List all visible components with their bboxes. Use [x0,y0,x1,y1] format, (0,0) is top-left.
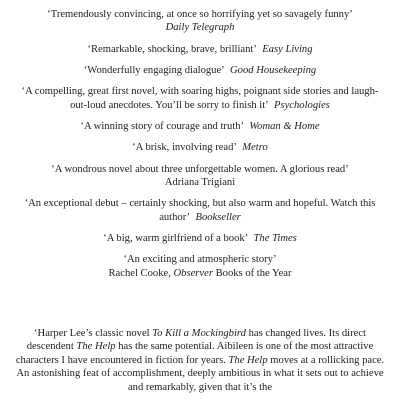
review-text: has changed lives. Its direct descendent [26,328,366,353]
book-title: The Help [76,341,116,353]
blurb-source: Woman & Home [249,120,320,132]
review-text: has the same potential. Aibileen is one of the most attractive characters I have encountered in fiction for years. [15,341,374,366]
long-review-paragraph [14,327,386,394]
blurb-quote: ‘Wonderfully engaging dialogue’ [83,64,225,76]
blurb [20,120,380,133]
blurb-quote: ‘An exciting and atmospheric story’ [123,254,277,266]
blurb-quote: ‘A big, warm girlfriend of a book’ [103,232,249,244]
review-blurbs [20,8,380,288]
blurb-quote: ‘An exceptional debut – certainly shocking, but also warm and hopeful. Watch this author’ [24,198,376,223]
review-text: moves at a rollicking pace. An astonishing feat of accomplishment, deeply ambitious in what it sets out to achieve and remarkably, given that it’s the [16,354,385,393]
blurb-source: Metro [242,142,268,154]
blurb-source: Easy Living [262,43,313,55]
blurb [20,141,380,154]
blurb [20,232,380,245]
blurb-quote: ‘A brisk, involving read’ [132,142,237,154]
book-title: The Help [228,354,268,366]
blurb-source-suffix: Books of the Year [212,267,292,279]
book-title: To Kill a Mockingbird [152,328,246,339]
blurb-source: The Times [253,232,297,244]
blurb-source: Psychologies [274,99,330,111]
blurb-source: Good Housekeeping [230,64,317,76]
blurb [20,8,380,34]
blurb [20,85,380,111]
blurb-quote: ‘Remarkable, shocking, brave, brilliant’ [87,43,257,55]
blurb [20,197,380,223]
blurb-quote: ‘A wondrous novel about three unforgettable women. A glorious read’ [51,163,349,175]
blurb-source-prefix: Rachel Cooke, [108,267,174,279]
review-text: ‘Harper Lee’s classic novel [34,328,153,339]
blurb [20,163,380,189]
blurb-quote: ‘A winning story of courage and truth’ [80,120,245,132]
blurb-source: Bookseller [195,211,241,223]
blurb-source: Observer [173,267,213,279]
blurb [20,43,380,56]
blurb-quote: ‘A compelling, great first novel, with soaring highs, poignant side stories and laugh-out-loud anecdotes. You’ll be sorry to finish it’ [21,86,379,111]
blurb-source: Daily Telegraph [165,22,235,34]
blurb-source: Adriana Trigiani [164,176,236,188]
blurb [20,64,380,77]
blurb-quote: ‘Tremendously convincing, at once so horrifying yet so savagely funny’ [47,9,353,20]
blurb [20,253,380,279]
